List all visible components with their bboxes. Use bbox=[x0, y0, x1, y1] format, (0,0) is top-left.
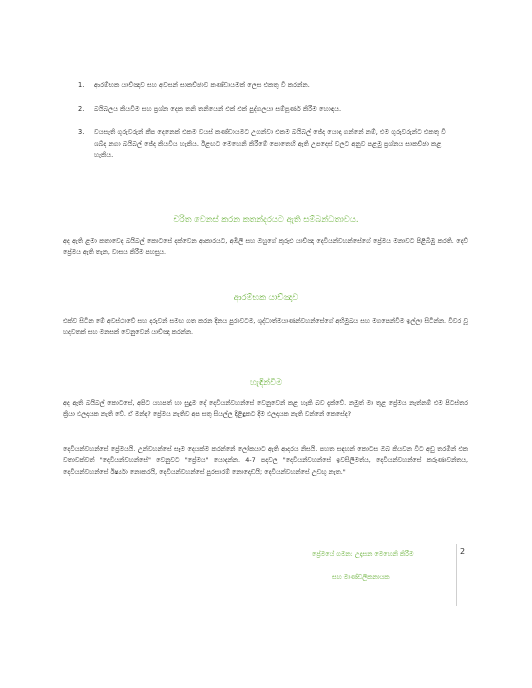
list-item-text: වයසැති ගුරුවරුන් කීප දෙනෙක් එකම වයස් කණ්ඩායමට උගන්වා එකම බයිබල් ජේද යොදා ගන්නේ නම්, එම ගුරුවරුන්ට එකතු වී ශබ්ද නගා බයිබල් ජේද කියවිය හැකිය. ඊළඟට මෙහෙනි කිරීමේ පොතෙහි ඇති උපදෙස් වලට අනුව පළමු ප්‍රශ්නය සාකච්ඡා කළ හැකිය. bbox=[94, 128, 446, 159]
list-item-text: ආරම්භක යාච්ඤාව සහ අවසන් සාකච්ඡාව කණ්ඩායමක් ලෙස එකතු වී කරන්න. bbox=[94, 81, 310, 89]
list-item bbox=[78, 80, 450, 92]
page-footer bbox=[312, 548, 462, 584]
introduction-paragraph-1: අද ඇති බයිබල් කොටසේ, අපිට යහපත් හා සුදුම දේ දෙවියන්වහන්සේ වෙනුවෙන් කළ හැකි බව දැක්වේ. නමුත් මා තුළ ප්‍රේමය නැත්නම් එම පිටස්තර ක්‍රියා ඵලදායක නැති වේ. ඒ මන්ද? ප්‍රේමය නැතිව අප සතු සියල්ල දිළිඳුකට දීම ඵලදායක නැති වන්නේ කෙසේද? bbox=[63, 399, 468, 419]
list-item bbox=[78, 104, 450, 116]
list-item bbox=[78, 127, 450, 162]
page-number: 2 bbox=[460, 547, 466, 556]
introduction-paragraph-2: දෙවියන්වහන්සේ ප්‍රේමයයි. උන්වහන්සේ සෑම දෙයක්ම කරන්නේ ලෝකයාට ඇති ආදරය නිසයි. පහත සඳහන් කොටස ඔබ කියවන විට අඩු තරමින් එක වතාවක්වත් "දෙවියන්වහන්සේ" වෙනුවට "ප්‍රේමය" යොදන්න. 4-7 පදවල "දෙවියන්වහන්සේ ඉවසිලිමත්ය, දෙවියන්වහන්සේ කරුණාවන්තය, දෙවියන්වහන්සේ ඊර්ෂ්‍යා නොකරයි, දෙවියන්වහන්සේ පුරසාරම් නොදොඩයි; දෙවියන්වහන්සේ උඩඟු නැත." bbox=[63, 445, 468, 476]
section-title-opening-prayer: ආරම්භක යාච්ඤාව bbox=[233, 292, 299, 302]
instruction-list bbox=[78, 80, 450, 174]
section-title-introduction: හැඳින්වීම bbox=[249, 377, 283, 387]
list-item-number: 1. bbox=[78, 81, 85, 89]
section-paragraph-story-connection: අද ඇති ළමා කතාවෙද බයිබල් කොටසේ දක්වෙන ආකාරයට, අඹිලි සහ ඔහුගේ කුරුළු යාච්ඤා දෙවියන්වහන්සේගේ ප්‍රේමය මනාවට පිළිබිඹු කරති. දෙව් ප්‍රේමය ඇති තැන, වාසය කිරීම පහසුය. bbox=[63, 237, 468, 257]
section-title-story-connection: චරිත වෙනස් කරන කතන්දරයට ඇති සම්බන්ධතාවය. bbox=[173, 214, 359, 224]
footer-subtitle: සහ මාණ්ඩලිකනායක bbox=[332, 573, 390, 581]
list-item-text: බයිබලය කියවීම සහ ප්‍රශ්න දෙක තනි තනියෙන් එක් එක් පුද්ගලයා සම්පූර්ණ කිරීම හොඳය. bbox=[94, 104, 342, 113]
list-item-number: 3. bbox=[78, 128, 85, 136]
footer-title: ප්‍රේමයේ ගමන: උදෑසන මෙහෙනි කිරීම bbox=[312, 550, 414, 558]
section-paragraph-opening-prayer: එක්ව සිටින මේ අවස්ථාවේ සහ දරුවන් සමඟ ගත කරන දිනය පුරාවටම, ශුද්ධාත්මයාණන්වහන්සේගේ අභිමුඛය සහ මගපෙන්වීම ඉල්ලා සිටින්න. විවර වූ හදවතක් සහ මනසක් වෙනුවෙන් යාච්ඤා කරන්න. bbox=[63, 317, 468, 337]
list-item-number: 2. bbox=[78, 104, 85, 113]
footer-divider bbox=[456, 544, 457, 606]
